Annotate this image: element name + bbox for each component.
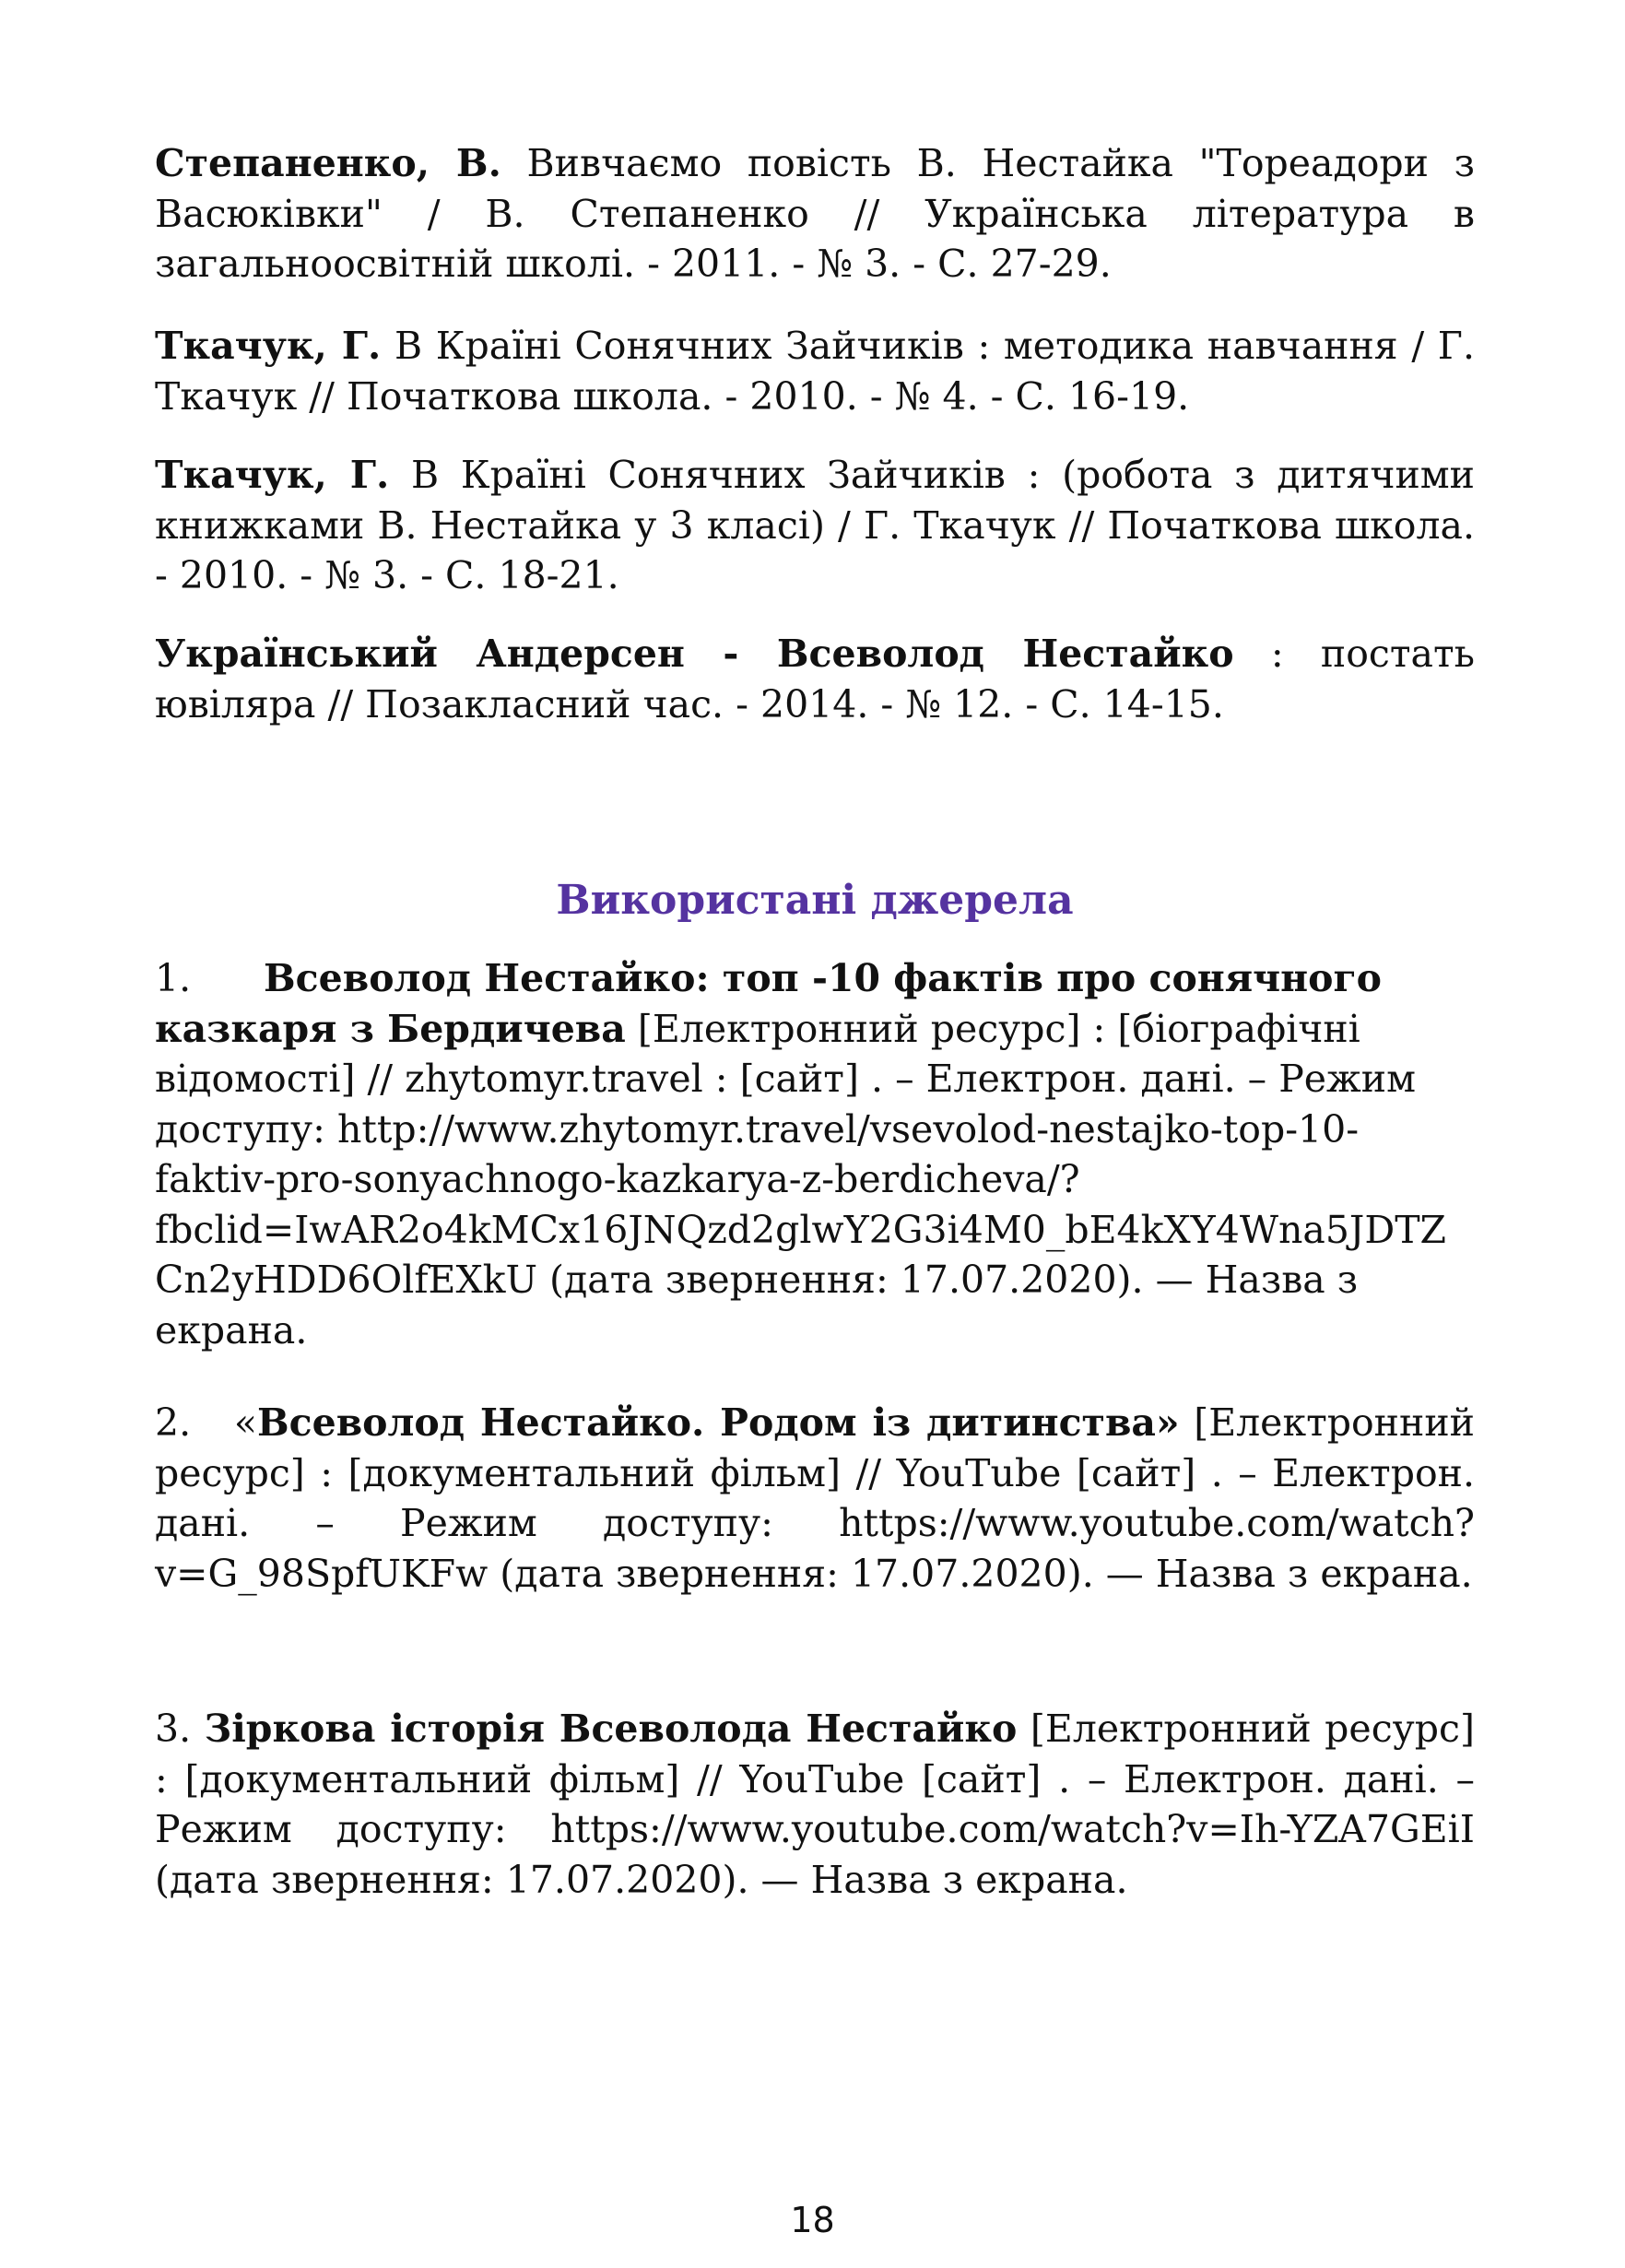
source-title: Всеволод Нестайко: топ -10 фактів про сонячного казкаря з Бердичева [155, 956, 1382, 1051]
sources-heading: Використані джерела [556, 877, 1074, 924]
source-open-quote: « [233, 1400, 257, 1445]
reference-entry [155, 321, 1475, 421]
reference-text: В Країні Сонячних Зайчиків : методика навчання / Г. Ткачук // Початкова школа. - 2010. - № 4. - С. 16-19. [155, 324, 1475, 419]
source-text: [Електронний ресурс] : [біографічні відомості] // zhytomyr.travel : [сайт] . – Електрон. дані. – Режим доступу: http://www.zhytomyr.travel/vsevolod-nestajko-top-10-faktiv-pro-sonyachnogo-kazkarya-z-berdicheva/?fbclid=IwAR2o4kMCx16JNQzd2glwY2G3i4M0_bE4kXY4Wna5JDTZCn2yHDD6OlfEXkU (дата звернення: 17.07.2020). — Назва з екрана. [155, 1006, 1447, 1353]
reference-entry [155, 138, 1475, 289]
source-number: 3. [155, 1707, 192, 1751]
source-text: [Електронний ресурс] : [документальний фільм] // YouTube [сайт] . – Електрон. дані. – Режим доступу: https://www.youtube.com/watch?v=G_98SpfUKFw (дата звернення: 17.07.2020). — Назва з екрана. [155, 1400, 1475, 1596]
reference-author: Ткачук, Г. [155, 324, 382, 368]
source-number: 2. [155, 1400, 192, 1445]
reference-entry [155, 450, 1475, 601]
source-entry [155, 1704, 1475, 1905]
reference-author: Український Андерсен - Всеволод Нестайко [155, 632, 1234, 676]
reference-author: Ткачук, Г. [155, 453, 390, 497]
source-number: 1. [155, 956, 192, 1000]
reference-text: : постать ювіляра // Позакласний час. - 2014. - № 12. - С. 14-15. [155, 632, 1475, 726]
source-title: Зіркова історія Всеволода Нестайко [204, 1707, 1018, 1751]
reference-text: В Країні Сонячних Зайчиків : (робота з дитячими книжками В. Нестайка у 3 класі) / Г. Ткачук // Початкова школа. - 2010. - № 3. - С. 18-21. [155, 453, 1475, 598]
reference-entry [155, 629, 1475, 729]
source-title: Всеволод Нестайко. Родом із дитинства» [256, 1400, 1180, 1445]
source-entry [155, 1398, 1475, 1599]
source-entry [155, 953, 1475, 1355]
reference-author: Степаненко, В. [155, 141, 501, 185]
reference-text: Вивчаємо повість В. Нестайка "Тореадори з Васюківки" / В. Степаненко // Українська література в загальноосвітній школі. - 2011. - № 3. - С. 27-29. [155, 141, 1476, 287]
page-number: 18 [790, 2200, 835, 2240]
source-text: [Електронний ресурс] : [документальний фільм] // YouTube [сайт] . – Електрон. дані. – Режим доступу: https://www.youtube.com/watch?v=Ih-YZA7GEiI (дата звернення: 17.07.2020). — Назва з екрана. [155, 1707, 1475, 1902]
